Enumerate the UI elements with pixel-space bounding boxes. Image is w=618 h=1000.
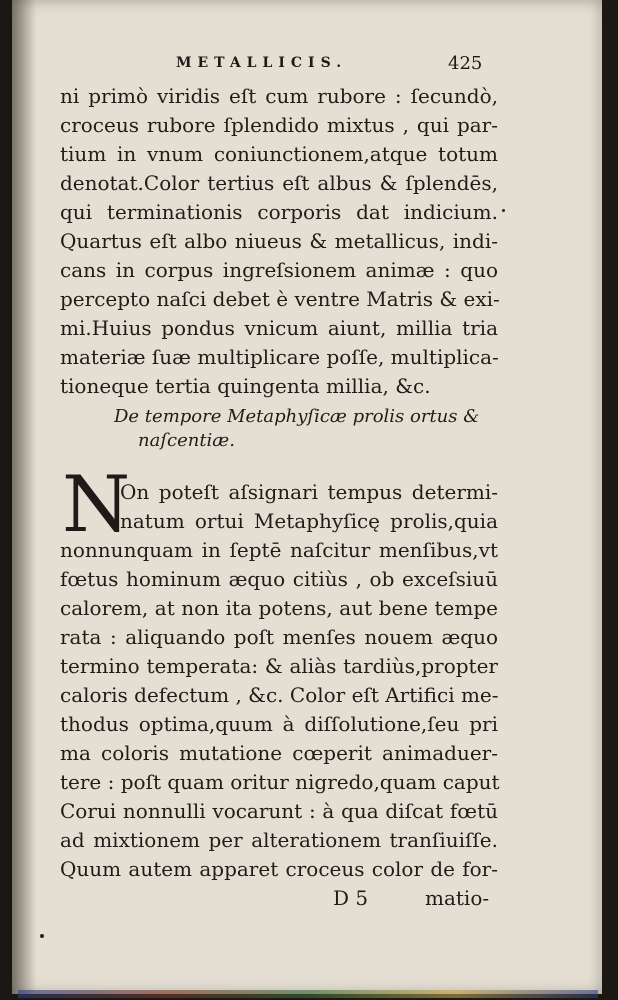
text-line: fœtus hominum æquo citiùs , ob exceſsiuū xyxy=(60,567,498,591)
text-line: caloris defectum , &c. Color eſt Artifici me- xyxy=(60,683,499,707)
text-line: thodus optima,quum à diſſolutione,ſeu pri xyxy=(60,712,498,736)
text-line: Corui nonnulli vocarunt : à qua diſcat fœtū xyxy=(60,799,498,823)
text-line: qui terminationis corporis dat indicium. xyxy=(60,200,498,224)
heading-line: naſcentiæ. xyxy=(138,430,235,451)
text-line: cans in corpus ingreſsionem animæ : quo xyxy=(60,258,498,282)
binding-shadow xyxy=(12,0,36,994)
text-line: Quartus eſt albo niueus & metallicus, indi- xyxy=(60,229,498,253)
running-head: METALLICIS. xyxy=(176,55,348,71)
text-line: calorem, at non ita potens, aut bene tempe xyxy=(60,596,498,620)
text-line: ma coloris mutatione cœperit animaduer- xyxy=(60,741,498,765)
text-line: termino temperata: & aliàs tardiùs,propter xyxy=(60,654,498,678)
drop-cap: N xyxy=(62,460,131,550)
text-line: denotat.Color tertius eſt albus & ſplendēs, xyxy=(60,171,498,195)
catchword: matio- xyxy=(425,886,490,910)
text-line: natum ortui Metaphyſicę prolis,quia xyxy=(120,509,498,533)
text-line: croceus rubore ſplendido mixtus , qui par- xyxy=(60,113,498,137)
text-line: mi.Huius pondus vnicum aiunt, millia tria xyxy=(60,316,498,340)
color-calibration-strip xyxy=(18,990,598,998)
text-line: percepto naſci debet è ventre Matris & exi- xyxy=(60,287,500,311)
text-line: tere : poſt quam oritur nigredo,quam caput xyxy=(60,770,500,794)
text-line: rata : aliquando poſt menſes nouem æquo xyxy=(60,625,498,649)
text-line: materiæ ſuæ multiplicare poſſe, multiplica- xyxy=(60,345,499,369)
speck xyxy=(502,209,505,212)
text-line: tioneque tertia quingenta millia, &c. xyxy=(60,374,431,398)
text-line: Quum autem apparet croceus color de for- xyxy=(60,857,498,881)
text-line: nonnunquam in ſeptē naſcitur menſibus,vt xyxy=(60,538,498,562)
speck xyxy=(40,934,44,938)
text-line: ni primò viridis eſt cum rubore : ſecundò, xyxy=(60,84,498,108)
text-line: ad mixtionem per alterationem tranſiuiſſe. xyxy=(60,828,498,852)
text-line: tium in vnum coniunctionem,atque totum xyxy=(60,142,498,166)
heading-line: De tempore Metaphyſicæ prolis ortus & xyxy=(114,406,480,427)
page-header xyxy=(162,55,542,79)
text-line: On poteſt aſsignari tempus determi- xyxy=(120,480,498,504)
page-number: 425 xyxy=(448,53,483,74)
signature-mark: D 5 xyxy=(333,886,369,910)
